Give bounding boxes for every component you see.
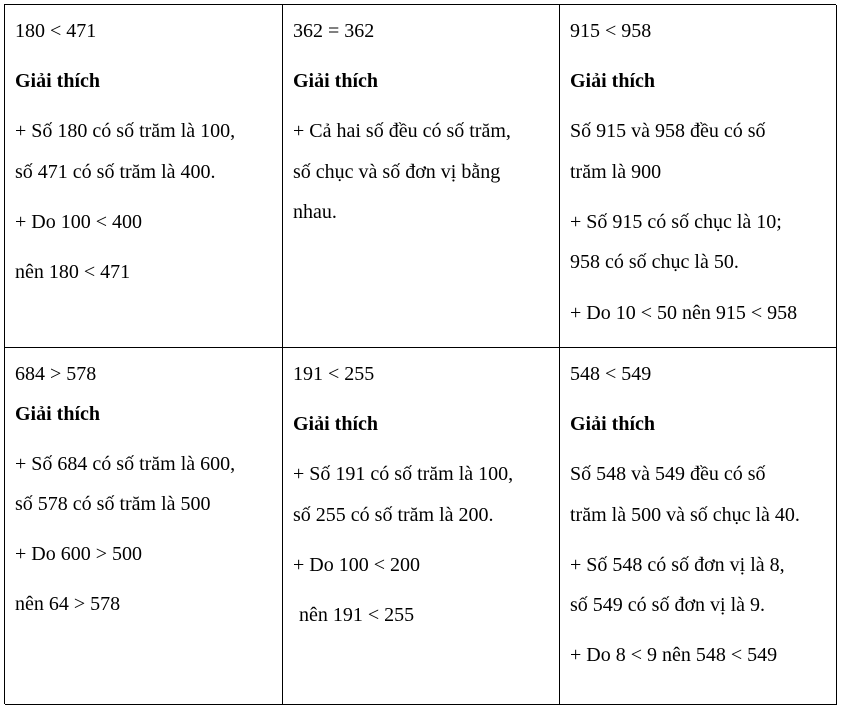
comparison-text: 191 < 255 <box>293 363 375 385</box>
comparison-text: 684 > 578 <box>15 363 97 385</box>
explanation-line: trăm là 500 và số chục là 40. <box>570 504 800 526</box>
explanation-heading: Giải thích <box>570 413 656 435</box>
table-cell-548-549 <box>560 348 837 705</box>
explanation-line: + Do 100 < 400 <box>15 211 143 233</box>
explanation-line: + Do 600 > 500 <box>15 543 143 565</box>
table-cell-915-958 <box>560 5 837 348</box>
explanation-line: + Số 684 có số trăm là 600, <box>15 453 236 475</box>
explanation-line: số 255 có số trăm là 200. <box>293 504 494 526</box>
explanation-line: nhau. <box>293 201 337 223</box>
explanation-line: + Cả hai số đều có số trăm, <box>293 120 511 142</box>
explanation-heading: Giải thích <box>15 403 101 425</box>
comparison-text: 548 < 549 <box>570 363 652 385</box>
explanation-line: + Số 180 có số trăm là 100, <box>15 120 236 142</box>
explanation-line: nên 64 > 578 <box>15 593 121 615</box>
table-cell-180-471 <box>5 5 283 348</box>
table-cell-362-362 <box>283 5 560 348</box>
explanation-line: số 549 có số đơn vị là 9. <box>570 594 766 616</box>
explanation-table <box>4 4 836 704</box>
explanation-heading: Giải thích <box>293 70 379 92</box>
explanation-heading: Giải thích <box>15 70 101 92</box>
explanation-line: 958 có số chục là 50. <box>570 251 739 273</box>
explanation-line: + Do 10 < 50 nên 915 < 958 <box>570 302 798 324</box>
comparison-text: 915 < 958 <box>570 20 652 42</box>
explanation-line: + Số 915 có số chục là 10; <box>570 211 782 233</box>
explanation-line: trăm là 900 <box>570 161 662 183</box>
table-cell-684-578 <box>5 348 283 705</box>
explanation-heading: Giải thích <box>570 70 656 92</box>
comparison-text: 180 < 471 <box>15 20 97 42</box>
comparison-text: 362 = 362 <box>293 20 375 42</box>
explanation-line: Số 548 và 549 đều có số <box>570 463 766 485</box>
explanation-line: số chục và số đơn vị bằng <box>293 161 501 183</box>
explanation-line: Số 915 và 958 đều có số <box>570 120 766 142</box>
explanation-line: số 471 có số trăm là 400. <box>15 161 216 183</box>
explanation-line: + Số 191 có số trăm là 100, <box>293 463 514 485</box>
explanation-line: + Số 548 có số đơn vị là 8, <box>570 554 785 576</box>
explanation-line: nên 191 < 255 <box>299 604 415 626</box>
table-cell-191-255 <box>283 348 560 705</box>
explanation-line: số 578 có số trăm là 500 <box>15 493 211 515</box>
explanation-heading: Giải thích <box>293 413 379 435</box>
explanation-line: nên 180 < 471 <box>15 261 131 283</box>
explanation-line: + Do 8 < 9 nên 548 < 549 <box>570 644 778 666</box>
explanation-line: + Do 100 < 200 <box>293 554 421 576</box>
